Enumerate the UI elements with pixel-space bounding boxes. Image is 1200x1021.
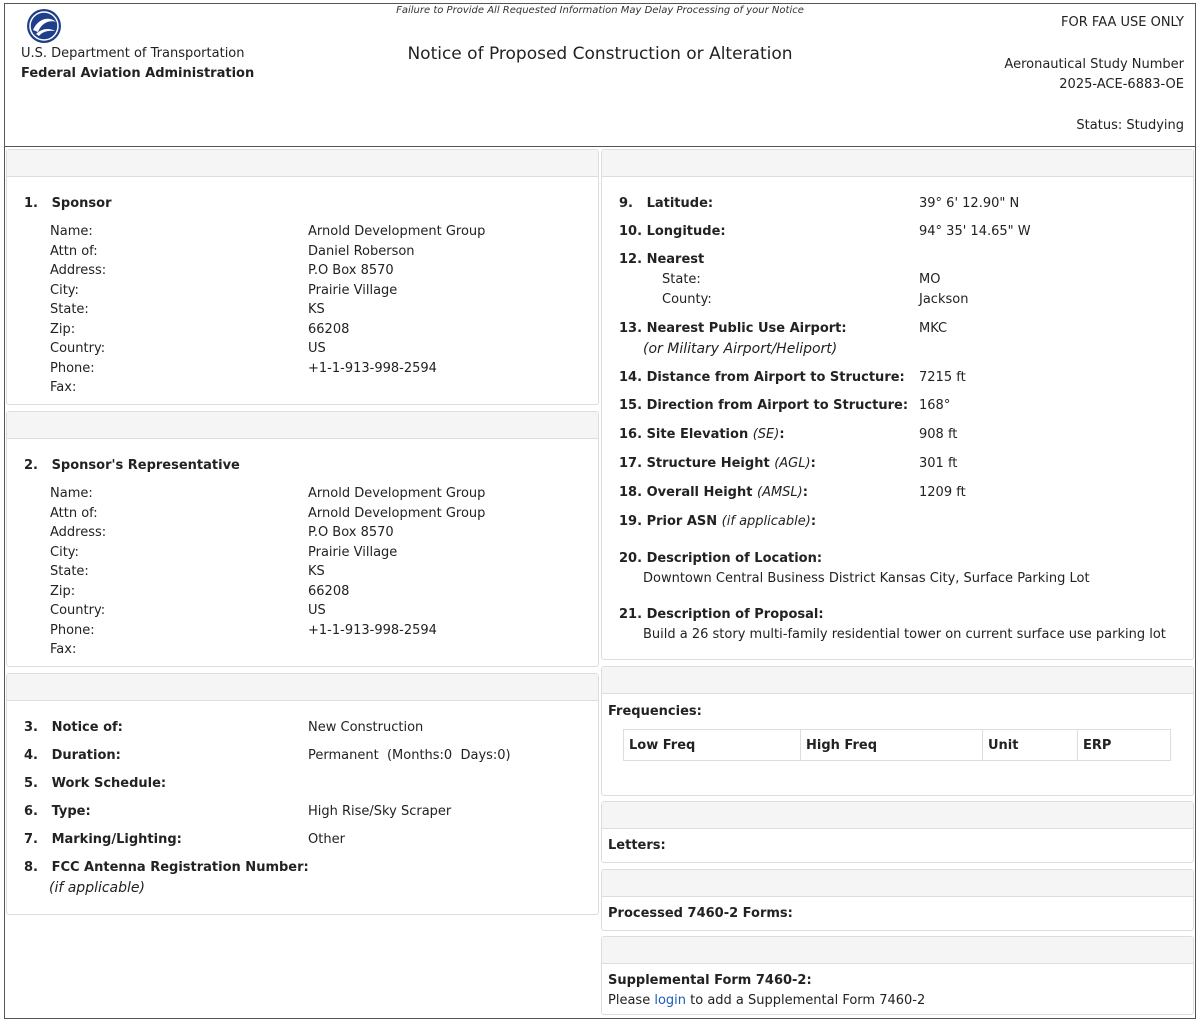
supplemental-login-text [608,993,925,1008]
notice-item-label [24,748,121,763]
sponsor-heading [24,196,112,211]
structure-height-label: 17. Structure Height (AGL): [619,456,816,471]
notice-item-label [24,776,166,791]
notice-item-number: 7. [24,832,38,847]
field-value: KS [308,564,325,579]
airport-note: (or Military Airport/Heliport) [643,341,838,357]
column-low-freq: Low Freq [624,730,801,761]
processed-forms-label: Processed 7460-2 Forms: [608,906,793,921]
field-value: US [308,603,326,618]
notice-item-text: Work Schedule: [51,776,167,791]
notice-item-text: Notice of: [51,720,123,735]
representative-heading [24,458,240,473]
letters-label: Letters: [608,838,666,853]
processed-forms-panel [601,869,1194,931]
latitude-label: 9. Latitude: [619,196,714,211]
table-header-row [624,730,1171,761]
agency-administration: Federal Aviation Administration [21,66,255,81]
notice-item-label [24,832,182,847]
panel-header [7,412,598,439]
airport-value: MKC [919,321,948,336]
nearest-state-value: MO [919,272,941,287]
field-label: Address: [50,263,107,278]
sponsor-panel [6,149,599,405]
overall-height-label: 18. Overall Height (AMSL): [619,485,808,500]
agency-department: U.S. Department of Transportation [21,46,245,61]
field-label: Phone: [50,360,95,376]
structure-height-value: 301 ft [919,456,958,471]
processing-warning: Failure to Provide All Requested Information May Delay Processing of your Notice [396,5,804,16]
field-label: Country: [50,603,106,618]
nearest-county-label: County: [662,292,712,307]
panel-header [602,150,1193,177]
field-value: +1-1-913-998-2594 [308,360,437,376]
field-value: Arnold Development Group [308,224,486,239]
description-location-label: 20. Description of Location: [619,551,823,566]
representative-heading-label: Sponsor's Representative [51,458,240,473]
field-value: P.O Box 8570 [308,525,394,540]
panel-header [602,937,1193,964]
field-label: Attn of: [50,243,98,259]
distance-value: 7215 ft [919,370,966,385]
notice-item-label [24,804,91,819]
field-value: +1-1-913-998-2594 [308,622,437,638]
nearest-label: 12. Nearest [619,252,705,267]
supplemental-panel [601,936,1194,1015]
notice-item-number: 6. [24,804,38,819]
notice-item-text: Duration: [51,748,121,763]
notice-item-value: Permanent (Months:0 Days:0) [308,748,511,763]
site-elevation-label: 16. Site Elevation (SE): [619,427,785,442]
field-label: City: [50,282,79,298]
supplemental-text-before: Please [608,993,655,1008]
frequencies-label: Frequencies: [608,704,702,719]
notice-item-number: 4. [24,748,38,763]
supplemental-text-after: to add a Supplemental Form 7460-2 [686,993,926,1008]
faa-use-only-label: FOR FAA USE ONLY [1061,15,1184,30]
field-label: Phone: [50,622,95,638]
page-title: Notice of Proposed Construction or Alteration [407,44,793,64]
notice-item-label [24,860,309,875]
field-value: Prairie Village [308,282,398,298]
field-label: State: [50,564,89,579]
sponsor-heading-number: 1. [24,196,38,211]
field-value: 66208 [308,583,350,599]
panel-header [602,667,1193,694]
description-proposal-label: 21. Description of Proposal: [619,607,824,622]
frequencies-panel [601,666,1194,796]
distance-label: 14. Distance from Airport to Structure: [619,370,905,385]
column-unit: Unit [983,730,1078,761]
field-value: Arnold Development Group [308,486,486,501]
site-elevation-value: 908 ft [919,427,958,442]
asn-label: Aeronautical Study Number [1004,57,1184,72]
field-label: Attn of: [50,505,98,521]
notice-item-text: Type: [51,804,91,819]
notice-item-label [24,720,123,735]
nearest-state-label: State: [662,272,701,287]
column-high-freq: High Freq [801,730,983,761]
sponsor-heading-label: Sponsor [51,196,112,211]
field-value: P.O Box 8570 [308,263,394,278]
description-location-value: Downtown Central Business District Kansas City, Surface Parking Lot [643,571,1090,586]
form-header [4,3,1196,147]
notice-item-number: 8. [24,860,38,875]
notice-item-number: 5. [24,776,38,791]
field-value: Daniel Roberson [308,243,415,259]
notice-item-text: Marking/Lighting: [51,832,182,847]
latitude-value: 39° 6' 12.90" N [919,196,1020,211]
notice-panel [6,673,599,915]
letters-panel [601,801,1194,863]
field-label: Fax: [50,380,77,395]
asn-value: 2025-ACE-6883-OE [1059,77,1184,92]
field-label: State: [50,302,89,317]
field-label: City: [50,544,79,560]
field-label: Country: [50,341,106,356]
field-label: Zip: [50,321,76,337]
longitude-value: 94° 35' 14.65" W [919,224,1031,239]
representative-heading-number: 2. [24,458,38,473]
panel-header [7,674,598,701]
notice-item-text: FCC Antenna Registration Number: [51,860,309,875]
frequencies-table [623,729,1171,761]
field-label: Fax: [50,642,77,657]
field-value: US [308,341,326,356]
panel-header [602,802,1193,829]
direction-label: 15. Direction from Airport to Structure: [619,398,909,413]
panel-header [602,870,1193,897]
location-panel [601,149,1194,660]
field-value: Arnold Development Group [308,505,486,521]
field-value: KS [308,302,325,317]
representative-panel [6,411,599,667]
field-label: Address: [50,525,107,540]
fcc-note: (if applicable) [49,880,145,896]
field-value: Prairie Village [308,544,398,560]
notice-item-number: 3. [24,720,38,735]
nearest-county-value: Jackson [919,292,969,307]
field-value: 66208 [308,321,350,337]
prior-asn-label: 19. Prior ASN (if applicable): [619,514,817,529]
direction-value: 168° [919,398,951,413]
field-label: Zip: [50,583,76,599]
overall-height-value: 1209 ft [919,485,966,500]
notice-item-value: High Rise/Sky Scraper [308,804,452,819]
airport-label: 13. Nearest Public Use Airport: [619,321,847,336]
description-proposal-value: Build a 26 story multi-family residential tower on current surface use parking lot [643,627,1166,642]
status-text: Status: Studying [1076,118,1184,133]
field-label: Name: [50,486,93,501]
column-erp: ERP [1078,730,1171,761]
notice-item-value: Other [308,832,345,847]
field-label: Name: [50,224,93,239]
supplemental-label: Supplemental Form 7460-2: [608,973,812,988]
longitude-label: 10. Longitude: [619,224,726,239]
notice-item-value: New Construction [308,720,424,735]
login-link[interactable]: login [654,993,686,1008]
panel-header [7,150,598,177]
